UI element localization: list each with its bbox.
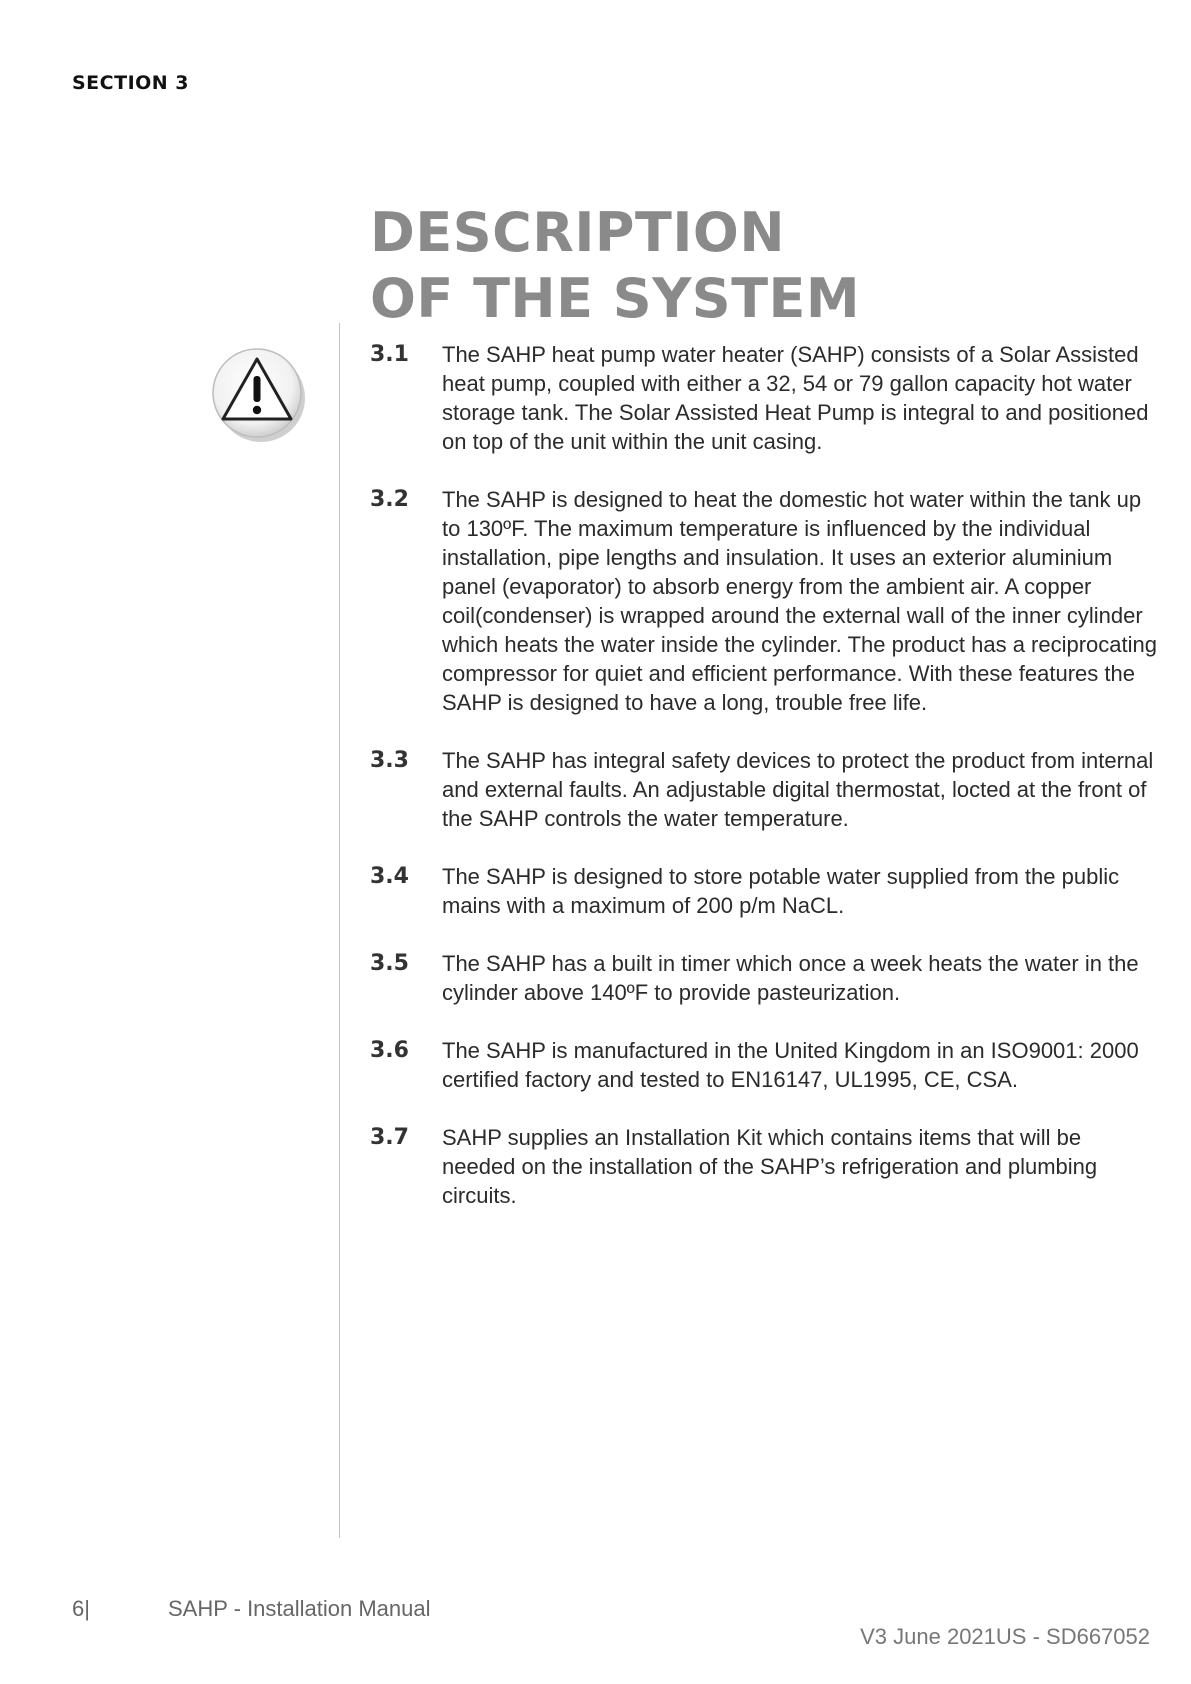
page-number: 6| [72, 1596, 90, 1621]
list-item [370, 862, 1160, 920]
list-item [370, 485, 1160, 717]
warning-triangle-icon [207, 343, 307, 443]
item-number: 3.7 [370, 1125, 409, 1150]
item-text: The SAHP heat pump water heater (SAHP) consists of a Solar Assisted heat pump, coupled with either a 32, 54 or 79 gallon capacity hot water storage tank. The Solar Assisted Heat Pump is integral to and positioned on top of the unit within the unit casing. [442, 342, 1149, 454]
list-item [370, 1036, 1160, 1094]
item-number: 3.4 [370, 864, 409, 889]
description-list [370, 340, 1160, 1239]
item-text: The SAHP is manufactured in the United Kingdom in an ISO9001: 2000 certified factory and tested to EN16147, UL1995, CE, CSA. [442, 1038, 1139, 1092]
version-label: V3 June 2021US - SD667052 [860, 1624, 1150, 1649]
item-text: The SAHP is designed to store potable water supplied from the public mains with a maximum of 200 p/m NaCL. [442, 864, 1120, 918]
item-text: The SAHP has a built in timer which once a week heats the water in the cylinder above 140ºF to provide pasteurization. [442, 951, 1139, 1005]
list-item [370, 1123, 1160, 1210]
page-title [370, 200, 1070, 332]
item-number: 3.5 [370, 951, 409, 976]
vertical-divider [339, 323, 340, 1538]
list-item [370, 340, 1160, 456]
list-item [370, 746, 1160, 833]
item-number: 3.6 [370, 1038, 409, 1063]
section-label: SECTION 3 [72, 72, 190, 94]
item-text: SAHP supplies an Installation Kit which contains items that will be needed on the installation of the SAHP’s refrigeration and plumbing circuits. [442, 1125, 1098, 1208]
item-number: 3.3 [370, 748, 409, 773]
manual-title: SAHP - Installation Manual [168, 1596, 431, 1621]
item-number: 3.1 [370, 342, 409, 367]
page-title-line-2: OF THE SYSTEM [370, 267, 861, 330]
page-title-line-1: DESCRIPTION [370, 201, 786, 264]
list-item [370, 949, 1160, 1007]
item-number: 3.2 [370, 487, 409, 512]
item-text: The SAHP is designed to heat the domestic hot water within the tank up to 130ºF. The maximum temperature is influenced by the individual installation, pipe lengths and insulation. It uses an exterior aluminium panel (evaporator) to absorb energy from the ambient air. A copper coil(condenser) is wrapped around the external wall of the inner cylinder which heats the water inside the cylinder. The product has a reciprocating compressor for quiet and efficient performance. With these features the SAHP is designed to have a long, trouble free life. [442, 487, 1157, 715]
item-text: The SAHP has integral safety devices to protect the product from internal and external faults. An adjustable digital thermostat, locted at the front of the SAHP controls the water temperature. [442, 748, 1154, 831]
